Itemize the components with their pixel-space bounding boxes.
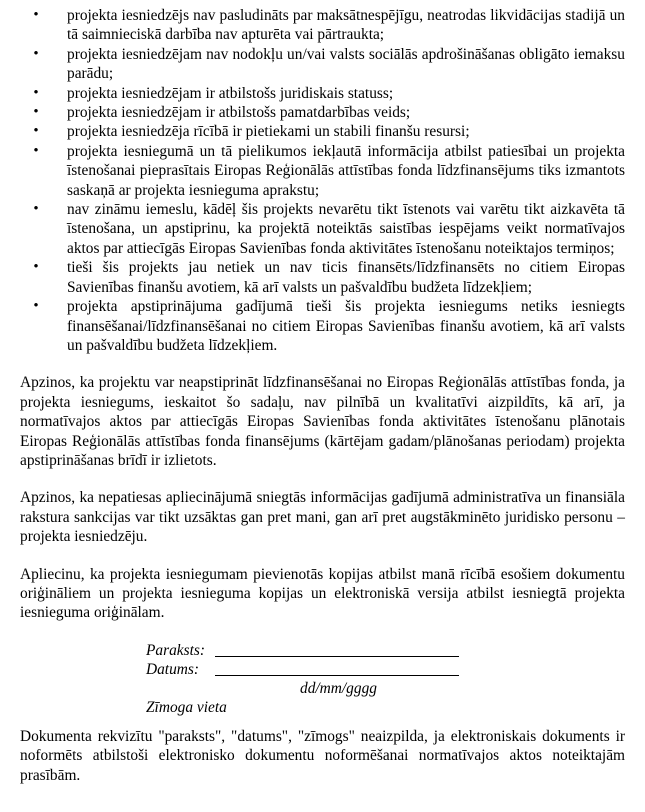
date-format-hint: dd/mm/gggg [300, 679, 377, 697]
list-item-text: projekta apstiprinājuma gadījumā tieši šis projekta iesniegums netiks iesniegts finansēšanai/līdzfinansēšanai no citiem Eiropas Savienības finanšu avotiem, kā arī valsts un pašvaldību budžeta līdzekļiem. [67, 298, 625, 354]
bullet-icon: • [33, 104, 39, 121]
list-item [20, 297, 625, 355]
signature-row [146, 641, 566, 660]
list-item [20, 6, 625, 45]
list-item-text: projekta iesniedzēja rīcībā ir pietiekami un stabili finanšu resursi; [67, 123, 470, 141]
list-item [20, 122, 625, 141]
stamp-place-label: Zīmoga vieta [146, 698, 227, 716]
list-item-text: nav zināmu iemeslu, kādēļ šis projekts nevarētu tikt īstenots vai varētu tikt aizkavēta tā īstenošana, un apstiprinu, ka projektā noteiktās saistības iespējams veikt normatīvajos aktos par attiecīgās Eiropas Savienības fonda aktivitātes īstenošanu noteiktajos termiņos; [67, 201, 625, 257]
copies-certification-paragraph: Apliecinu, ka projekta iesniegumam pievienotās kopijas atbilst manā rīcībā esošiem dokumentu oriģināliem un projekta iesnieguma kopijas un elektroniskā versija atbilst iesniegtā projekta iesnieguma oriģinālam. [20, 565, 625, 622]
list-item [20, 103, 625, 122]
signature-line [215, 656, 459, 657]
list-item [20, 45, 625, 84]
list-item-text: projekta iesniedzējam nav nodokļu un/vai valsts sociālās apdrošināšanas obligāto iemaksu parādu; [67, 45, 625, 83]
list-item-text: tieši šis projekts jau netiek un nav ticis finansēts/līdzfinansēts no citiem Eiropas Savienības finanšu avotiem, kā arī valsts un pašvaldību budžeta līdzekļiem; [67, 259, 625, 296]
date-line [215, 675, 459, 676]
electronic-document-note: Dokumenta rekvizītu "paraksts", "datums", "zīmogs" neaizpilda, ja elektroniskais dokuments ir noformēts atbilstoši elektronisko dokumentu noformēšanai normatīvajos aktos noteiktajām prasībām. [20, 727, 625, 784]
funding-risk-paragraph: Apzinos, ka projektu var neapstiprināt līdzfinansēšanai no Eiropas Reģionālās attīstības fonda, ja projekta iesniegums, ieskaitot šo sadaļu, nav pilnībā un kvalitatīvi aizpildīts, kā arī, ja normatīvajos aktos par attiecīgās Eiropas Savienības fonda aktivitātes īstenošanu plānotais Eiropas Reģionālās attīstības fonda finansējums (kārtējam gadam/plānošanas periodam) projekta apstiprināšanas brīdī ir izlietots. [20, 374, 625, 469]
bullet-icon: • [33, 259, 39, 276]
list-item [20, 142, 625, 200]
list-item [20, 258, 625, 297]
bullet-icon: • [33, 84, 39, 101]
signature-block [20, 641, 625, 716]
list-item [20, 200, 625, 258]
date-label: Datums: [146, 660, 200, 678]
bullet-icon: • [33, 298, 39, 315]
bullet-icon: • [33, 142, 39, 159]
list-item-text: projekta iesniedzējs nav pasludināts par maksātnespējīgu, neatrodas likvidācijas stadijā un tā saimnieciskā darbība nav apturēta vai pārtraukta; [67, 7, 625, 44]
bullet-icon: • [33, 201, 39, 218]
list-item [20, 84, 625, 103]
list-item-text: projekta iesniedzējam ir atbilstošs juridiskais statuss; [67, 84, 394, 102]
sanctions-paragraph: Apzinos, ka nepatiesas apliecinājumā sniegtās informācijas gadījumā administratīva un finansiāla rakstura sankcijas var tikt uzsāktas gan pret mani, gan arī pret augstākminēto juridisko personu – projekta iesniedzēju. [20, 489, 625, 546]
list-item-text: projekta iesniedzējam ir atbilstošs pamatdarbības veids; [67, 104, 411, 122]
bullet-icon: • [33, 123, 39, 140]
list-item-text: projekta iesniegumā un tā pielikumos iekļautā informācija atbilst patiesībai un projekta īstenošanai pieprasītais Eiropas Reģionālās attīstības fonda līdzfinansējums tiks izmantots saskaņā ar projekta iesnieguma aprakstu; [67, 142, 625, 199]
signature-label: Paraksts: [146, 641, 205, 659]
bullet-icon: • [33, 7, 39, 23]
declaration-list [20, 6, 625, 355]
bullet-icon: • [33, 45, 39, 62]
date-row [146, 660, 566, 679]
